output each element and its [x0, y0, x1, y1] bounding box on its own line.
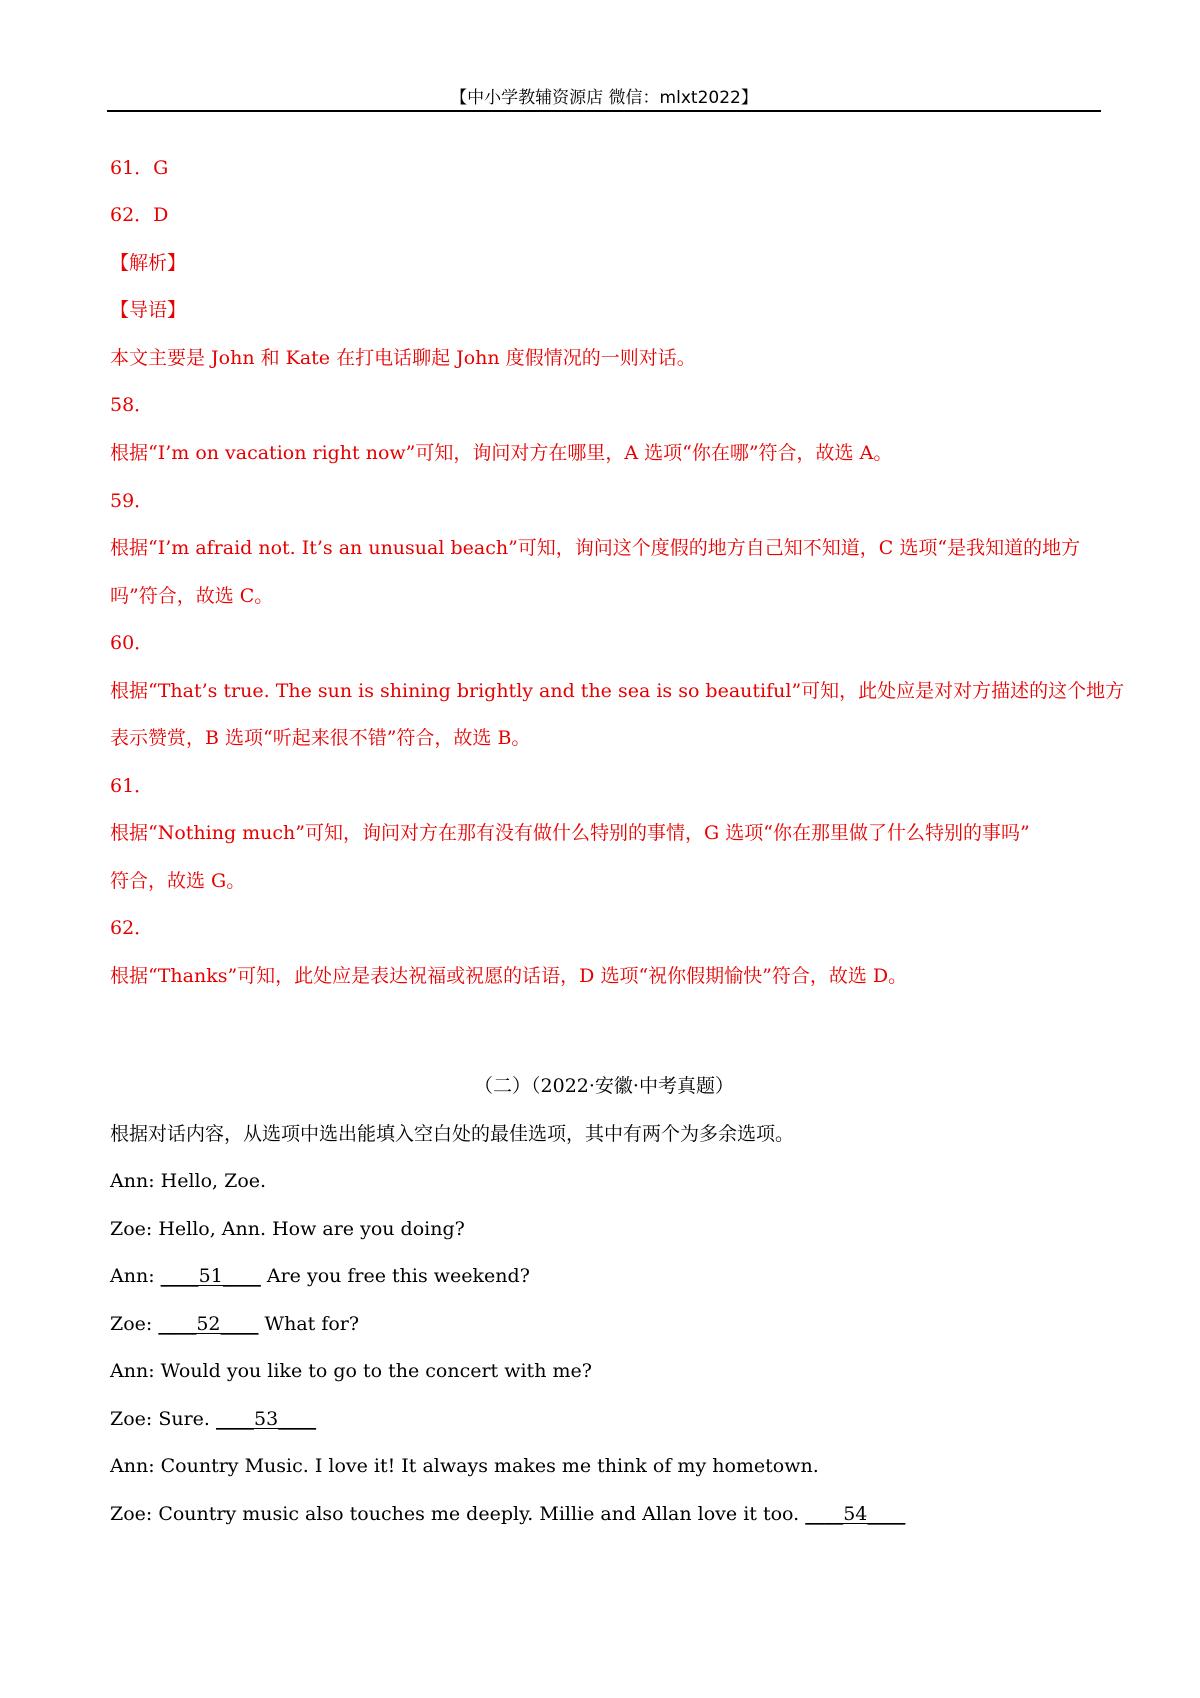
dialogue-line-2: Zoe: Hello, Ann. How are you doing?: [110, 1218, 465, 1240]
q61-explanation-line1: 根据“Nothing much”可知，询问对方在那有没有做什么特别的事情，G 选项“你在那里做了什么特别的事吗”: [110, 822, 1030, 844]
dialogue-line-4: [110, 1312, 1100, 1336]
q62-number: 62．: [110, 917, 154, 939]
dialogue-line-6: [110, 1407, 1100, 1431]
header-divider: [107, 110, 1101, 112]
intro-text: 本文主要是 John 和 Kate 在打电话聊起 John 度假情况的一则对话。: [110, 347, 696, 369]
dialogue-text: What for?: [258, 1313, 360, 1335]
dialogue-line-3: [110, 1264, 1100, 1288]
q60-explanation-line2: 表示赞赏，B 选项“听起来很不错”符合，故选 B。: [110, 727, 531, 749]
answer-62: 62．D: [110, 204, 169, 226]
speaker-zoe: Zoe:: [110, 1313, 159, 1335]
dialogue-text: Are you free this weekend?: [260, 1265, 530, 1287]
dialogue-line-7: Ann: Country Music. I love it! It always makes me think of my hometown.: [110, 1455, 819, 1477]
answer-61: 61．G: [110, 157, 169, 179]
blank-54[interactable]: ____54____: [805, 1503, 906, 1525]
dialogue-line-8: [110, 1502, 1100, 1526]
blank-51[interactable]: ____51____: [160, 1265, 261, 1287]
blank-52[interactable]: ____52____: [158, 1313, 259, 1335]
section-instruction: 根据对话内容，从选项中选出能填入空白处的最佳选项，其中有两个为多余选项。: [110, 1123, 795, 1145]
intro-label: 【导语】: [110, 299, 187, 321]
blank-53[interactable]: ____53____: [215, 1408, 317, 1430]
speaker-ann: Ann:: [110, 1265, 161, 1287]
q60-number: 60．: [110, 632, 154, 654]
dialogue-text: Zoe: Sure.: [110, 1408, 216, 1430]
dialogue-line-5: Ann: Would you like to go to the concert with me?: [110, 1360, 592, 1382]
analysis-label: 【解析】: [110, 252, 187, 274]
q59-explanation-line1: 根据“I’m afraid not. It’s an unusual beach”可知，询问这个度假的地方自己知不知道，C 选项“是我知道的地方: [110, 537, 1081, 559]
q59-number: 59．: [110, 490, 154, 512]
section-title: （二）（2022·安徽·中考真题）: [474, 1075, 734, 1097]
dialogue-line-1: Ann: Hello, Zoe.: [110, 1170, 267, 1192]
q60-explanation-line1: 根据“That’s true. The sun is shining brightly and the sea is so beautiful”可知，此处应是对对方描述的这个地方: [110, 680, 1125, 702]
q58-number: 58．: [110, 394, 154, 416]
q58-explanation: 根据“I’m on vacation right now”可知，询问对方在哪里，A 选项“你在哪”符合，故选 A。: [110, 442, 893, 464]
q59-explanation-line2: 吗”符合，故选 C。: [110, 585, 274, 607]
q61-explanation-line2: 符合，故选 G。: [110, 870, 246, 892]
page-header: 【中小学教辅资源店 微信：mlxt2022】: [450, 88, 758, 108]
q62-explanation: 根据“Thanks”可知，此处应是表达祝福或祝愿的话语，D 选项“祝你假期愉快”符合，故选 D。: [110, 965, 908, 987]
q61-number: 61．: [110, 775, 154, 797]
dialogue-text: Zoe: Country music also touches me deeply. Millie and Allan love it too.: [110, 1503, 806, 1525]
